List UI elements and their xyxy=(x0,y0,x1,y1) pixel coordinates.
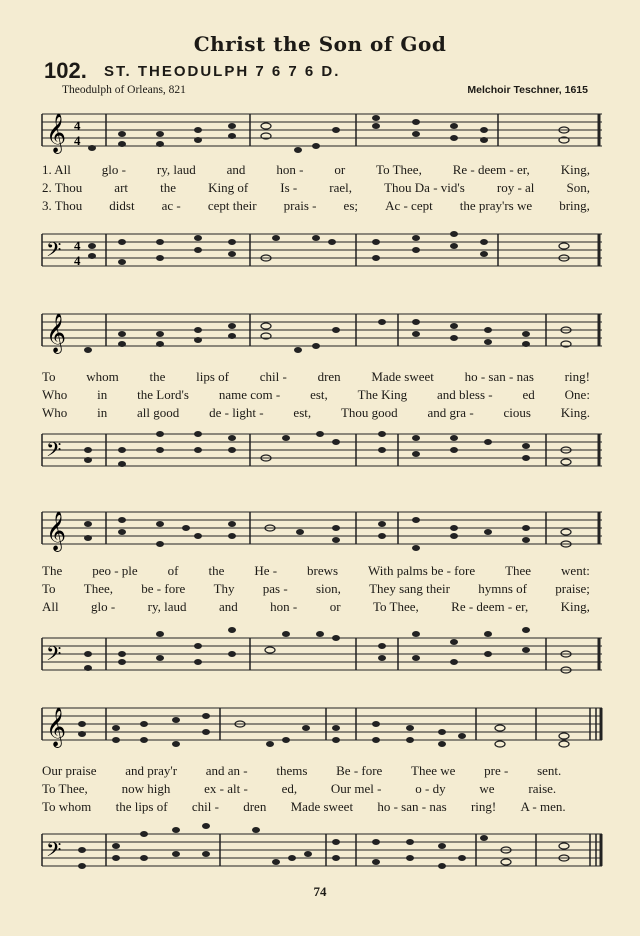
lyric-line: Our praise and pray'r and an - thems Be - fore Thee we pre - sent. xyxy=(42,763,562,778)
bass-staff xyxy=(36,220,608,280)
hymn-title: Christ the Son of God xyxy=(193,32,447,56)
text-credit: Theodulph of Orleans, 821 xyxy=(62,84,186,96)
hymn-number: 102. xyxy=(44,58,87,83)
treble-staff xyxy=(36,694,608,762)
lyric-line: The peo - ple of the He - brews With palms be - fore Thee went: xyxy=(42,563,590,578)
bass-staff xyxy=(36,420,608,482)
svg-text:4: 4 xyxy=(74,118,81,133)
music-credit: Melchoir Teschner, 1615 xyxy=(467,84,588,96)
page-number: 74 xyxy=(313,884,327,899)
lyric-line: 3. Thou didst ac - cept their prais - es; Ac - cept the pray'rs we bring, xyxy=(42,198,590,213)
treble-staff xyxy=(36,300,608,368)
lyric-line: To whom the lips of chil - dren Made sweet ho - san - nas ring! xyxy=(42,369,590,384)
bass-clef-icon: 𝄢 xyxy=(46,438,62,466)
treble-clef-icon: 𝄞 xyxy=(46,707,67,747)
lyric-line: To Thee, be - fore Thy pas - sion, They sang their hymns of praise; xyxy=(42,581,590,596)
treble-clef-icon: 𝄞 xyxy=(46,313,67,353)
lyric-line: 2. Thou art the King of Is - rael, Thou Da - vid's roy - al Son, xyxy=(42,180,590,195)
svg-text:4: 4 xyxy=(74,253,81,268)
bass-clef-icon: 𝄢 xyxy=(46,238,62,266)
tune-name: ST. THEODULPH 7 6 7 6 D. xyxy=(104,63,341,80)
lyric-line: To whom the lips of chil - dren Made sweet ho - san - nas ring! A - men. xyxy=(42,799,566,814)
lyric-line: Who in all good de - light - est, Thou good and gra - cious King. xyxy=(42,405,590,420)
bass-staff xyxy=(36,616,608,682)
treble-staff xyxy=(36,498,608,566)
bass-clef-icon: 𝄢 xyxy=(46,642,62,670)
svg-text:4: 4 xyxy=(74,238,81,253)
treble-clef-icon: 𝄞 xyxy=(46,511,67,551)
treble-clef-icon: 𝄞 xyxy=(46,113,67,153)
lyric-line: 1. All glo - ry, laud and hon - or To Thee, Re - deem - er, King, xyxy=(42,162,590,177)
lyric-line: Who in the Lord's name com - est, The King and bless - ed One: xyxy=(42,387,590,402)
bass-clef-icon: 𝄢 xyxy=(46,838,62,866)
lyric-line: All glo - ry, laud and hon - or To Thee, Re - deem - er, King, xyxy=(42,599,590,614)
lyric-line: To Thee, now high ex - alt - ed, Our mel - o - dy we raise. xyxy=(42,781,557,796)
bass-staff xyxy=(36,812,608,880)
svg-text:4: 4 xyxy=(74,133,81,148)
